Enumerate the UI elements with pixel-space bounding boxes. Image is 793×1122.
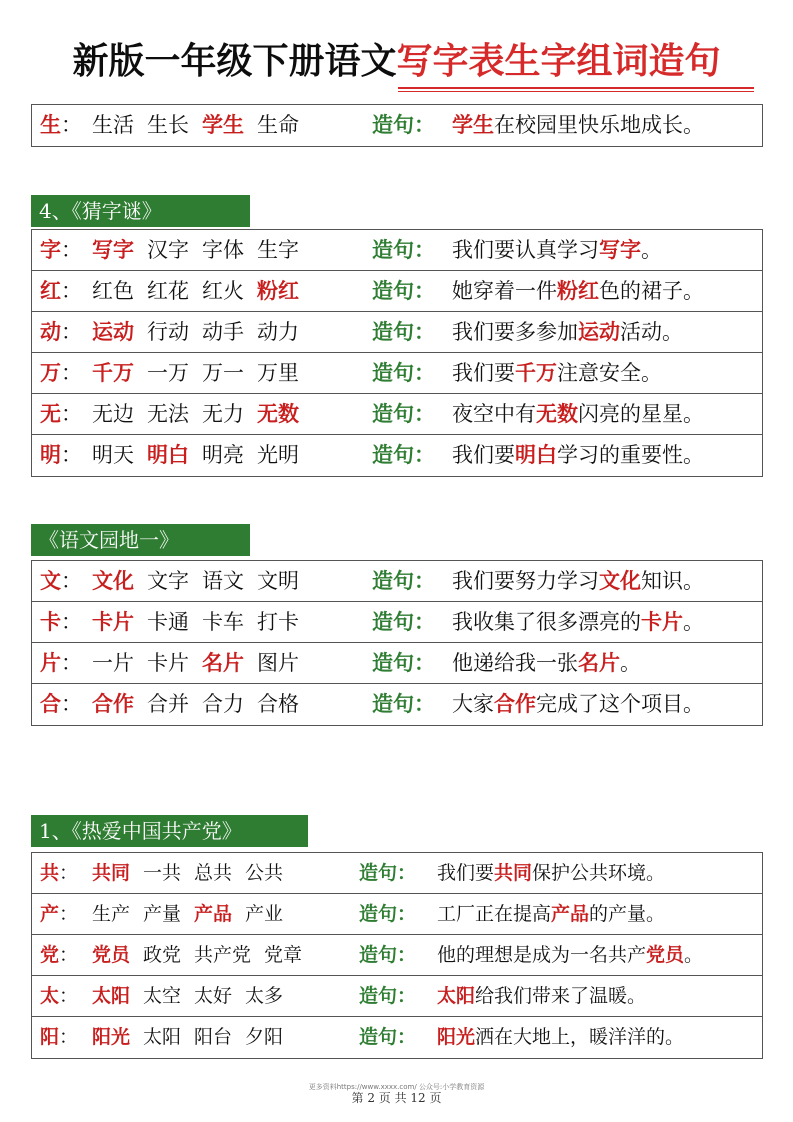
character-label — [40, 935, 78, 975]
sentence-text: 。 — [683, 610, 704, 634]
highlight-word: 党员 — [92, 944, 131, 966]
word: 合格 — [257, 692, 299, 716]
sentence-text: 我收集了很多漂亮的 — [452, 610, 641, 634]
table-row — [32, 1017, 762, 1058]
word-group — [92, 271, 312, 311]
word-group — [92, 353, 312, 393]
page-title — [0, 38, 793, 86]
sentence-text: 。 — [620, 651, 641, 675]
section-table-sheng — [31, 104, 763, 147]
sentence-text: 大家 — [452, 692, 494, 716]
colon: ： — [59, 862, 79, 884]
sentence-highlight: 明白 — [515, 442, 557, 467]
sentence-label: 造句： — [372, 568, 435, 593]
sentence-highlight: 产品 — [551, 903, 590, 925]
word: 产量 — [143, 903, 182, 925]
word: 卡车 — [202, 610, 244, 634]
sentence-label: 造句： — [372, 319, 435, 344]
character: 字 — [40, 237, 61, 262]
character: 红 — [40, 278, 61, 303]
sentence-text: 的产量。 — [589, 903, 666, 925]
example-sentence — [452, 684, 704, 724]
word-group — [92, 684, 312, 724]
sentence-label: 造句： — [359, 903, 417, 925]
sentence-text: 夜空中有 — [452, 402, 536, 426]
sentence-highlight: 合作 — [494, 691, 536, 716]
word-group — [92, 643, 312, 683]
word: 无边 — [92, 402, 134, 426]
word: 图片 — [257, 651, 299, 675]
colon: ： — [61, 279, 82, 303]
title-underline-2 — [398, 91, 754, 92]
sentence-highlight: 党员 — [646, 944, 685, 966]
sentence-label: 造句： — [372, 112, 435, 137]
sentence-label: 造句： — [359, 1026, 417, 1048]
word: 产业 — [245, 903, 284, 925]
title-part1: 新版一年级下册语文 — [72, 41, 397, 82]
colon: ： — [61, 113, 82, 137]
character: 太 — [40, 985, 60, 1007]
sentence-highlight: 粉红 — [557, 278, 599, 303]
word-group — [92, 935, 315, 975]
word: 无力 — [202, 402, 244, 426]
sentence-text: 他的理想是成为一名共产 — [437, 944, 647, 966]
word: 光明 — [257, 443, 299, 467]
character-label — [40, 312, 82, 352]
sentence-label: 造句： — [372, 691, 435, 716]
sentence-highlight: 共同 — [494, 862, 533, 884]
sentence-label: 造句： — [372, 609, 435, 634]
character-label — [40, 394, 82, 434]
word: 生命 — [257, 113, 299, 137]
example-sentence — [452, 230, 662, 270]
word-group — [92, 312, 312, 352]
sentence-highlight: 运动 — [578, 319, 620, 344]
word-group — [92, 976, 296, 1016]
page-number: 第 2 页 共 12 页 — [351, 1091, 442, 1105]
character-label — [40, 853, 78, 893]
table-row — [32, 684, 762, 725]
word-group — [92, 894, 296, 934]
table-row — [32, 561, 762, 602]
word: 政党 — [143, 944, 182, 966]
highlight-word: 共同 — [92, 862, 131, 884]
sentence-text: 色的裙子。 — [599, 279, 704, 303]
character: 产 — [40, 903, 60, 925]
character-label — [40, 894, 78, 934]
character: 片 — [40, 650, 61, 675]
character: 生 — [40, 112, 61, 137]
table-row — [32, 935, 762, 976]
highlight-word: 合作 — [92, 691, 134, 716]
sentence-text: 他递给我一张 — [452, 651, 578, 675]
sentence-text: 洒在大地上，暖洋洋的。 — [475, 1026, 685, 1048]
word: 万一 — [202, 361, 244, 385]
sentence-highlight: 无数 — [536, 401, 578, 426]
word-group — [92, 105, 312, 145]
sentence-text: 我们要多参加 — [452, 320, 578, 344]
word-group — [92, 1017, 296, 1057]
character-label — [40, 684, 82, 724]
word: 阳台 — [194, 1026, 233, 1048]
character-label — [40, 602, 82, 642]
colon: ： — [61, 443, 82, 467]
word: 明亮 — [202, 443, 244, 467]
word: 合力 — [202, 692, 244, 716]
character-label — [40, 643, 82, 683]
highlight-word: 太阳 — [92, 985, 131, 1007]
sentence-label: 造句： — [372, 401, 435, 426]
word-group — [92, 435, 312, 475]
word: 语文 — [202, 569, 244, 593]
character-label — [40, 230, 82, 270]
sentence-highlight: 卡片 — [641, 609, 683, 634]
colon: ： — [61, 238, 82, 262]
colon: ： — [61, 361, 82, 385]
footer-source-note: 更多资料https://www.xxxx.com/ 公众号:小学教育资源 — [308, 1083, 485, 1091]
sentence-highlight: 写字 — [599, 237, 641, 262]
word: 生活 — [92, 113, 134, 137]
example-sentence — [437, 1017, 684, 1057]
example-sentence — [452, 353, 662, 393]
sentence-text: 我们要 — [452, 361, 515, 385]
word: 共产党 — [194, 944, 252, 966]
example-sentence — [437, 976, 646, 1016]
character: 无 — [40, 401, 61, 426]
word: 红火 — [202, 279, 244, 303]
sentence-text: 保护公共环境。 — [532, 862, 666, 884]
title-underline — [398, 87, 754, 89]
sentence-text: 活动。 — [620, 320, 683, 344]
sentence-label: 造句： — [359, 862, 417, 884]
word: 一片 — [92, 651, 134, 675]
sentence-highlight: 文化 — [599, 568, 641, 593]
word: 红花 — [147, 279, 189, 303]
character: 文 — [40, 568, 61, 593]
colon: ： — [61, 651, 82, 675]
title-part2: 写字表生字组词造句 — [396, 41, 721, 82]
table-row — [32, 353, 762, 394]
character: 明 — [40, 442, 61, 467]
word-group — [92, 394, 312, 434]
character-label — [40, 561, 82, 601]
highlight-word: 阳光 — [92, 1026, 131, 1048]
table-row — [32, 312, 762, 353]
table-row — [32, 394, 762, 435]
sentence-text: 注意安全。 — [557, 361, 662, 385]
sentence-text: 知识。 — [641, 569, 704, 593]
character: 共 — [40, 862, 60, 884]
sentence-text: 。 — [641, 238, 662, 262]
character-label — [40, 976, 78, 1016]
example-sentence — [452, 643, 641, 683]
word-group — [92, 230, 312, 270]
character: 合 — [40, 691, 61, 716]
sentence-text: 她穿着一件 — [452, 279, 557, 303]
word-group — [92, 602, 312, 642]
section-banner-caizimi: 4、《猜字谜》 — [31, 195, 250, 227]
word: 卡通 — [147, 610, 189, 634]
highlight-word: 文化 — [92, 568, 134, 593]
word: 红色 — [92, 279, 134, 303]
example-sentence — [452, 271, 704, 311]
example-sentence — [452, 561, 704, 601]
word: 行动 — [147, 320, 189, 344]
highlight-word: 粉红 — [257, 278, 299, 303]
example-sentence — [452, 312, 683, 352]
word: 党章 — [264, 944, 303, 966]
sentence-highlight: 千万 — [515, 360, 557, 385]
sentence-text: 闪亮的星星。 — [578, 402, 704, 426]
sentence-text: 给我们带来了温暖。 — [475, 985, 647, 1007]
colon: ： — [61, 610, 82, 634]
character: 动 — [40, 319, 61, 344]
section-banner-redang: 1、《热爱中国共产党》 — [31, 815, 308, 847]
colon: ： — [61, 320, 82, 344]
highlight-word: 千万 — [92, 360, 134, 385]
table-row — [32, 976, 762, 1017]
highlight-word: 运动 — [92, 319, 134, 344]
table-row — [32, 435, 762, 476]
word: 太多 — [245, 985, 284, 1007]
word: 字体 — [202, 238, 244, 262]
sentence-label: 造句： — [372, 650, 435, 675]
colon: ： — [59, 985, 79, 1007]
table-row — [32, 894, 762, 935]
character: 阳 — [40, 1026, 60, 1048]
table-row — [32, 230, 762, 271]
highlight-word: 学生 — [202, 112, 244, 137]
character: 万 — [40, 360, 61, 385]
sentence-text: 完成了这个项目。 — [536, 692, 704, 716]
word: 万里 — [257, 361, 299, 385]
sentence-label: 造句： — [372, 278, 435, 303]
character-label — [40, 353, 82, 393]
character-label — [40, 435, 82, 475]
example-sentence — [452, 394, 704, 434]
word: 夕阳 — [245, 1026, 284, 1048]
example-sentence — [437, 853, 665, 893]
table-row — [32, 853, 762, 894]
section-table-redang — [31, 852, 763, 1059]
word: 总共 — [194, 862, 233, 884]
section-banner-yuwenyuandi: 《语文园地一》 — [31, 524, 250, 556]
sentence-highlight: 学生 — [452, 112, 494, 137]
character-label — [40, 1017, 78, 1057]
example-sentence — [437, 935, 703, 975]
table-row — [32, 105, 762, 146]
word: 汉字 — [147, 238, 189, 262]
sentence-text: 我们要认真学习 — [452, 238, 599, 262]
sentence-text: 我们要 — [452, 443, 515, 467]
highlight-word: 产品 — [194, 903, 233, 925]
sentence-text: 。 — [684, 944, 704, 966]
colon: ： — [61, 569, 82, 593]
character: 卡 — [40, 609, 61, 634]
highlight-word: 写字 — [92, 237, 134, 262]
example-sentence — [452, 435, 704, 475]
word: 文明 — [257, 569, 299, 593]
word: 生字 — [257, 238, 299, 262]
word-group — [92, 561, 312, 601]
word: 动力 — [257, 320, 299, 344]
table-row — [32, 271, 762, 312]
highlight-word: 明白 — [147, 442, 189, 467]
sentence-label: 造句： — [372, 442, 435, 467]
highlight-word: 名片 — [202, 650, 244, 675]
section-table-yuwenyuandi — [31, 560, 763, 726]
example-sentence — [452, 602, 704, 642]
character: 党 — [40, 944, 60, 966]
colon: ： — [59, 1026, 79, 1048]
word: 太阳 — [143, 1026, 182, 1048]
colon: ： — [59, 944, 79, 966]
sentence-highlight: 名片 — [578, 650, 620, 675]
word: 动手 — [202, 320, 244, 344]
sentence-highlight: 阳光 — [437, 1026, 476, 1048]
section-table-caizimi — [31, 229, 763, 477]
word: 一共 — [143, 862, 182, 884]
word: 文字 — [147, 569, 189, 593]
character-label — [40, 105, 82, 145]
sentence-label: 造句： — [359, 985, 417, 1007]
word: 一万 — [147, 361, 189, 385]
sentence-text: 在校园里快乐地成长。 — [494, 113, 704, 137]
character-label — [40, 271, 82, 311]
word: 无法 — [147, 402, 189, 426]
word: 公共 — [245, 862, 284, 884]
colon: ： — [61, 402, 82, 426]
word-group — [92, 853, 296, 893]
sentence-text: 学习的重要性。 — [557, 443, 704, 467]
word: 明天 — [92, 443, 134, 467]
sentence-text: 工厂正在提高 — [437, 903, 552, 925]
sentence-text: 我们要努力学习 — [452, 569, 599, 593]
sentence-label: 造句： — [359, 944, 417, 966]
colon: ： — [59, 903, 79, 925]
word: 合并 — [147, 692, 189, 716]
example-sentence — [452, 105, 704, 145]
word: 卡片 — [147, 651, 189, 675]
word: 打卡 — [257, 610, 299, 634]
highlight-word: 无数 — [257, 401, 299, 426]
sentence-label: 造句： — [372, 237, 435, 262]
table-row — [32, 643, 762, 684]
sentence-label: 造句： — [372, 360, 435, 385]
word: 太空 — [143, 985, 182, 1007]
sentence-text: 我们要 — [437, 862, 495, 884]
highlight-word: 卡片 — [92, 609, 134, 634]
colon: ： — [61, 692, 82, 716]
word: 生长 — [147, 113, 189, 137]
word: 生产 — [92, 903, 131, 925]
sentence-highlight: 太阳 — [437, 985, 476, 1007]
example-sentence — [437, 894, 665, 934]
word: 太好 — [194, 985, 233, 1007]
table-row — [32, 602, 762, 643]
